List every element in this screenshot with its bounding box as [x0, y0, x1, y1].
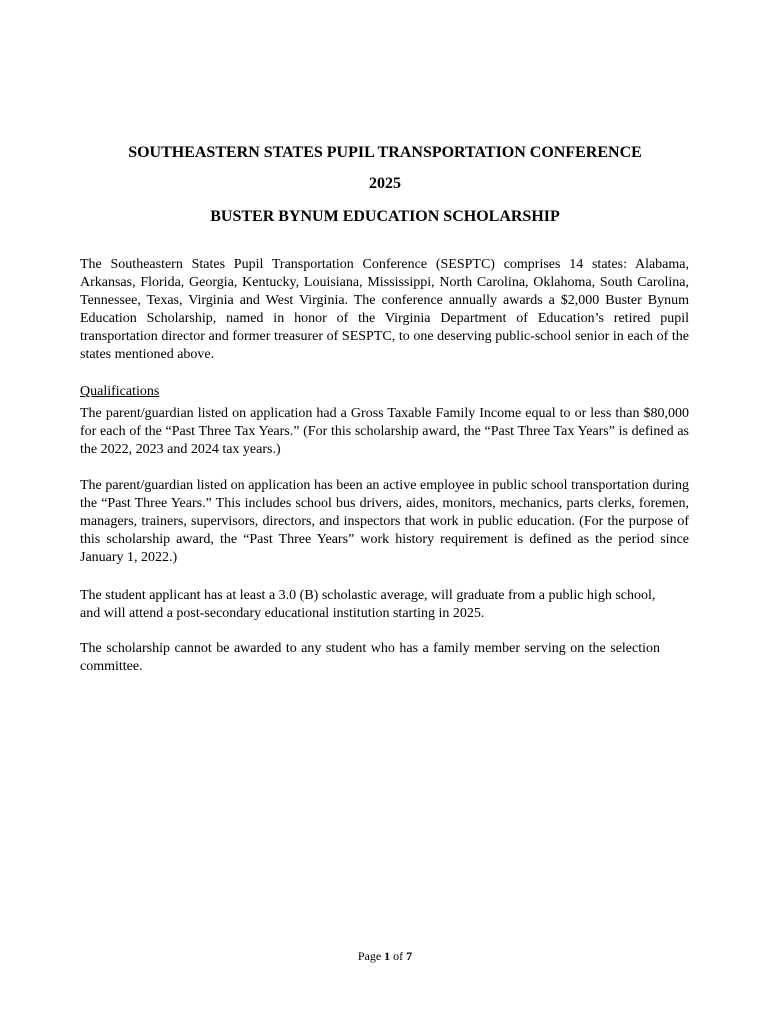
qualification-income: The parent/guardian listed on application had a Gross Taxable Family Income equal to or less than $80,000 for each of the “Past Three Tax Years.” (For this scholarship award, the “Past Three Tax Years” is defined as the 2022, 2023 and 2024 tax years.): [80, 406, 689, 457]
organization-title: SOUTHEASTERN STATES PUPIL TRANSPORTATION CONFERENCE: [128, 144, 642, 161]
year-heading: 2025: [369, 175, 401, 192]
qualification-employment: The parent/guardian listed on application has been an active employee in public school transportation during the “Past Three Years.” This includes school bus drivers, aides, monitors, mechanics, parts clerks, foremen, managers, trainers, supervisors, directors, and inspectors that work in public education. (For the purpose of this scholarship award, the “Past Three Years” work history requirement is defined as the period since January 1, 2022.): [80, 478, 689, 565]
page-label: Page: [357, 949, 382, 963]
scholarship-title: BUSTER BYNUM EDUCATION SCHOLARSHIP: [210, 208, 560, 225]
intro-paragraph: The Southeastern States Pupil Transportation Conference (SESPTC) comprises 14 states: Alabama, Arkansas, Florida, Georgia, Kentucky, Louisiana, Mississippi, North Carolina, Oklahoma, South Carolina, Tennessee, Texas, Virginia and West Virginia. The conference annually awards a $2,000 Buster Bynum Education Scholarship, named in honor of the Virginia Department of Education’s retired pupil transportation director and former treasurer of SESPTC, to one deserving public-school senior in each of the states mentioned above.: [80, 257, 689, 362]
qualification-academic: The student applicant has at least a 3.0 (B) scholastic average, will graduate from a public high school, and will attend a post-secondary educational institution starting in 2025.: [80, 588, 656, 621]
page-total: 7: [406, 949, 413, 963]
qualifications-heading: Qualifications: [80, 384, 160, 399]
page-of-label: of: [393, 949, 404, 963]
page-number-footer: [0, 948, 770, 964]
qualification-family-member: The scholarship cannot be awarded to any student who has a family member serving on the selection committee.: [80, 641, 660, 674]
page-current: 1: [384, 949, 391, 963]
